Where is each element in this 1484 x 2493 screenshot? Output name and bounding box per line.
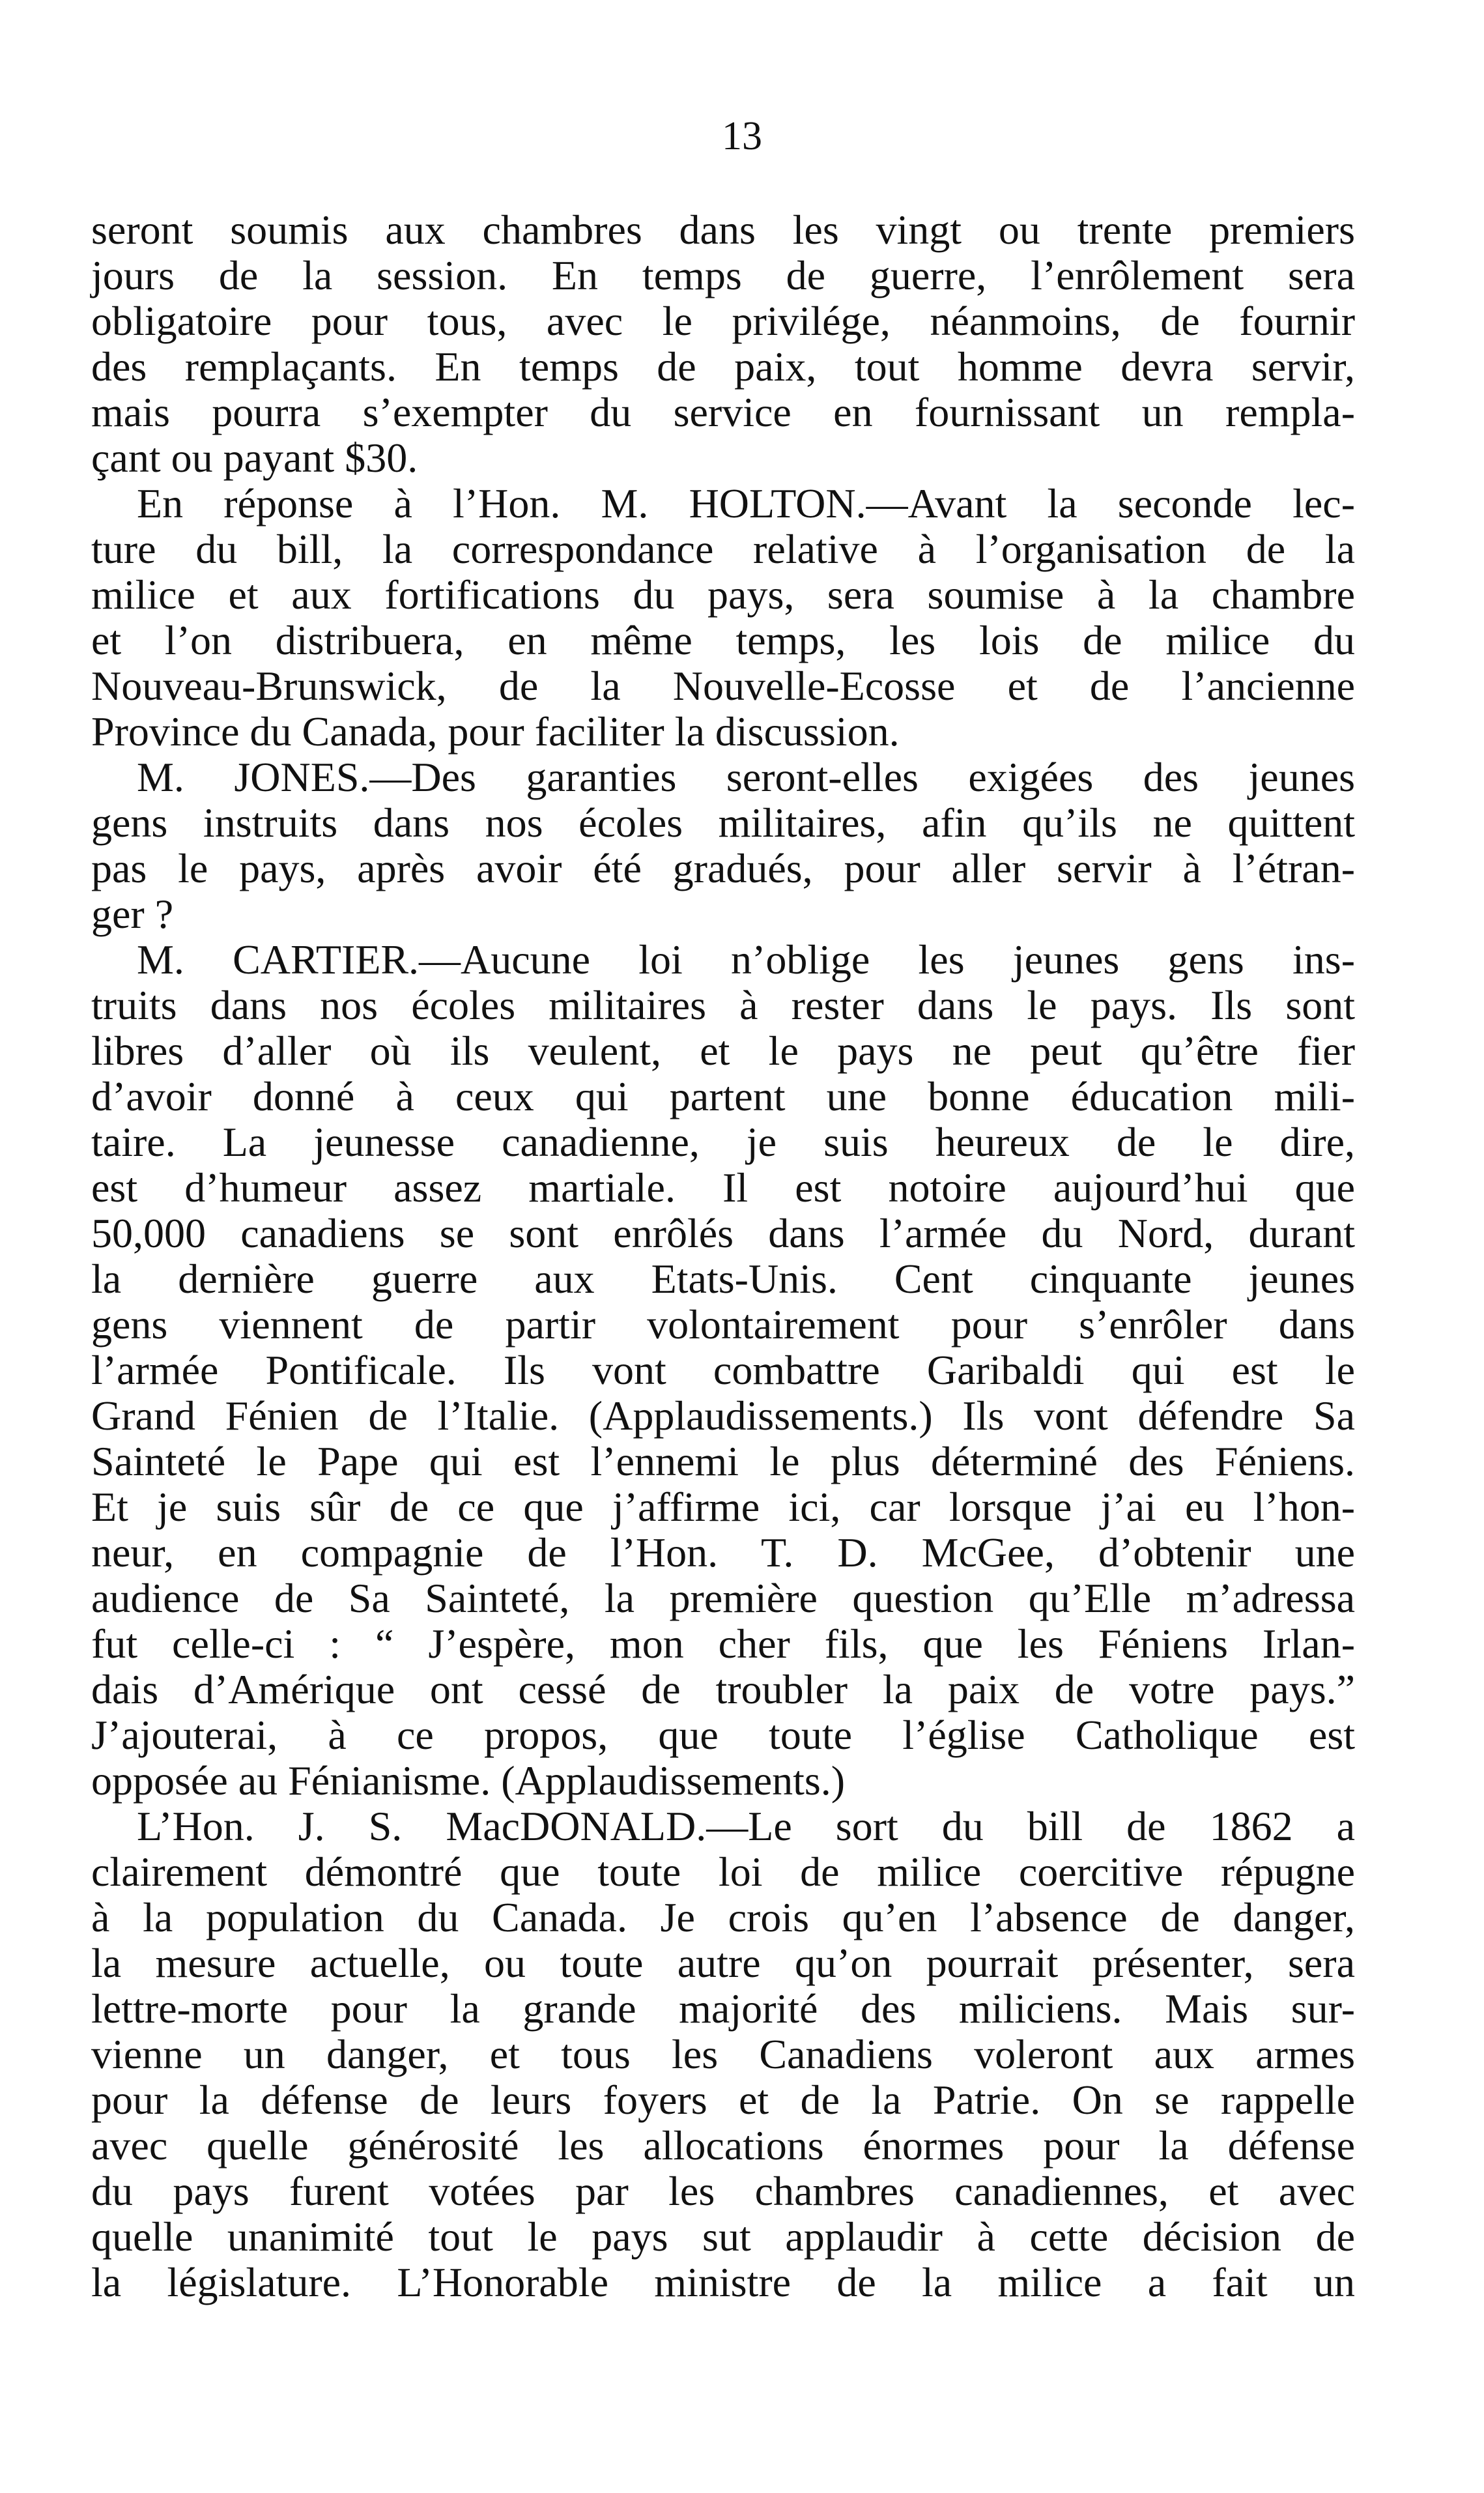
text-line: pas le pays, après avoir été gradués, pour aller servir à l’étran-: [91, 845, 1355, 891]
text-line: fut celle-ci : “ J’espère, mon cher fils, que les Féniens Irlan-: [91, 1621, 1355, 1667]
text-line: Sainteté le Pape qui est l’ennemi le plus déterminé des Féniens.: [91, 1438, 1355, 1484]
text-line: En réponse à l’Hon. M. HOLTON.—Avant la seconde lec-: [137, 480, 1355, 526]
text-line: gens instruits dans nos écoles militaires, afin qu’ils ne quittent: [91, 800, 1355, 846]
text-line: ger ?: [91, 891, 174, 937]
text-line: M. JONES.—Des garanties seront-elles exigées des jeunes: [137, 754, 1355, 800]
page-number: 13: [722, 114, 762, 158]
text-line: du pays furent votées par les chambres canadiennes, et avec: [91, 2168, 1355, 2214]
text-line: taire. La jeunesse canadienne, je suis heureux de le dire,: [91, 1119, 1355, 1165]
text-line: milice et aux fortifications du pays, sera soumise à la chambre: [91, 571, 1355, 618]
text-line: quelle unanimité tout le pays sut applaudir à cette décision de: [91, 2213, 1355, 2260]
text-line: dais d’Amérique ont cessé de troubler la paix de votre pays.”: [91, 1666, 1355, 1712]
text-line: J’ajouterai, à ce propos, que toute l’église Catholique est: [91, 1712, 1355, 1758]
text-line: obligatoire pour tous, avec le privilége, néanmoins, de fournir: [91, 298, 1355, 344]
text-line: 50,000 canadiens se sont enrôlés dans l’armée du Nord, durant: [91, 1210, 1355, 1256]
text-line: jours de la session. En temps de guerre, l’enrôlement sera: [91, 252, 1355, 298]
text-line: ture du bill, la correspondance relative à l’organisation de la: [91, 526, 1355, 572]
text-line: des remplaçants. En temps de paix, tout homme devra servir,: [91, 343, 1355, 390]
text-line: Et je suis sûr de ce que j’affirme ici, car lorsque j’ai eu l’hon-: [91, 1484, 1355, 1530]
text-line: gens viennent de partir volontairement pour s’enrôler dans: [91, 1301, 1355, 1347]
text-line: seront soumis aux chambres dans les vingt ou trente premiers: [91, 207, 1355, 253]
text-line: la dernière guerre aux Etats-Unis. Cent cinquante jeunes: [91, 1256, 1355, 1302]
text-line: pour la défense de leurs foyers et de la Patrie. On se rappelle: [91, 2077, 1355, 2123]
text-line: Grand Fénien de l’Italie. (Applaudissements.) Ils vont défendre Sa: [91, 1392, 1355, 1439]
text-line: vienne un danger, et tous les Canadiens voleront aux armes: [91, 2031, 1355, 2077]
text-line: l’armée Pontificale. Ils vont combattre Garibaldi qui est le: [91, 1347, 1355, 1393]
text-line: la mesure actuelle, ou toute autre qu’on pourrait présenter, sera: [91, 1940, 1355, 1986]
text-line: lettre-morte pour la grande majorité des miliciens. Mais sur-: [91, 1985, 1355, 2032]
text-line: opposée au Fénianisme. (Applaudissements.): [91, 1757, 846, 1804]
text-line: mais pourra s’exempter du service en fournissant un rempla-: [91, 389, 1355, 435]
text-line: avec quelle générosité les allocations énormes pour la défense: [91, 2122, 1355, 2169]
text-line: Nouveau-Brunswick, de la Nouvelle-Ecosse et de l’ancienne: [91, 663, 1355, 709]
text-line: est d’humeur assez martiale. Il est notoire aujourd’hui que: [91, 1164, 1355, 1211]
text-line: truits dans nos écoles militaires à rester dans le pays. Ils sont: [91, 982, 1355, 1028]
text-line: et l’on distribuera, en même temps, les lois de milice du: [91, 617, 1355, 663]
text-line: M. CARTIER.—Aucune loi n’oblige les jeunes gens ins-: [137, 936, 1355, 983]
text-line: à la population du Canada. Je crois qu’en l’absence de danger,: [91, 1894, 1355, 1940]
body-text: [91, 207, 1355, 2305]
text-line: Province du Canada, pour faciliter la discussion.: [91, 708, 900, 755]
text-line: la législature. L’Honorable ministre de la milice a fait un: [91, 2259, 1355, 2305]
text-line: neur, en compagnie de l’Hon. T. D. McGee, d’obtenir une: [91, 1529, 1355, 1576]
text-line: L’Hon. J. S. MacDONALD.—Le sort du bill de 1862 a: [137, 1803, 1355, 1849]
text-line: audience de Sa Sainteté, la première question qu’Elle m’adressa: [91, 1575, 1355, 1621]
text-line: çant ou payant $30.: [91, 435, 418, 481]
text-line: d’avoir donné à ceux qui partent une bonne éducation mili-: [91, 1073, 1355, 1119]
text-line: clairement démontré que toute loi de milice coercitive répugne: [91, 1849, 1355, 1895]
text-line: libres d’aller où ils veulent, et le pays ne peut qu’être fier: [91, 1028, 1355, 1074]
